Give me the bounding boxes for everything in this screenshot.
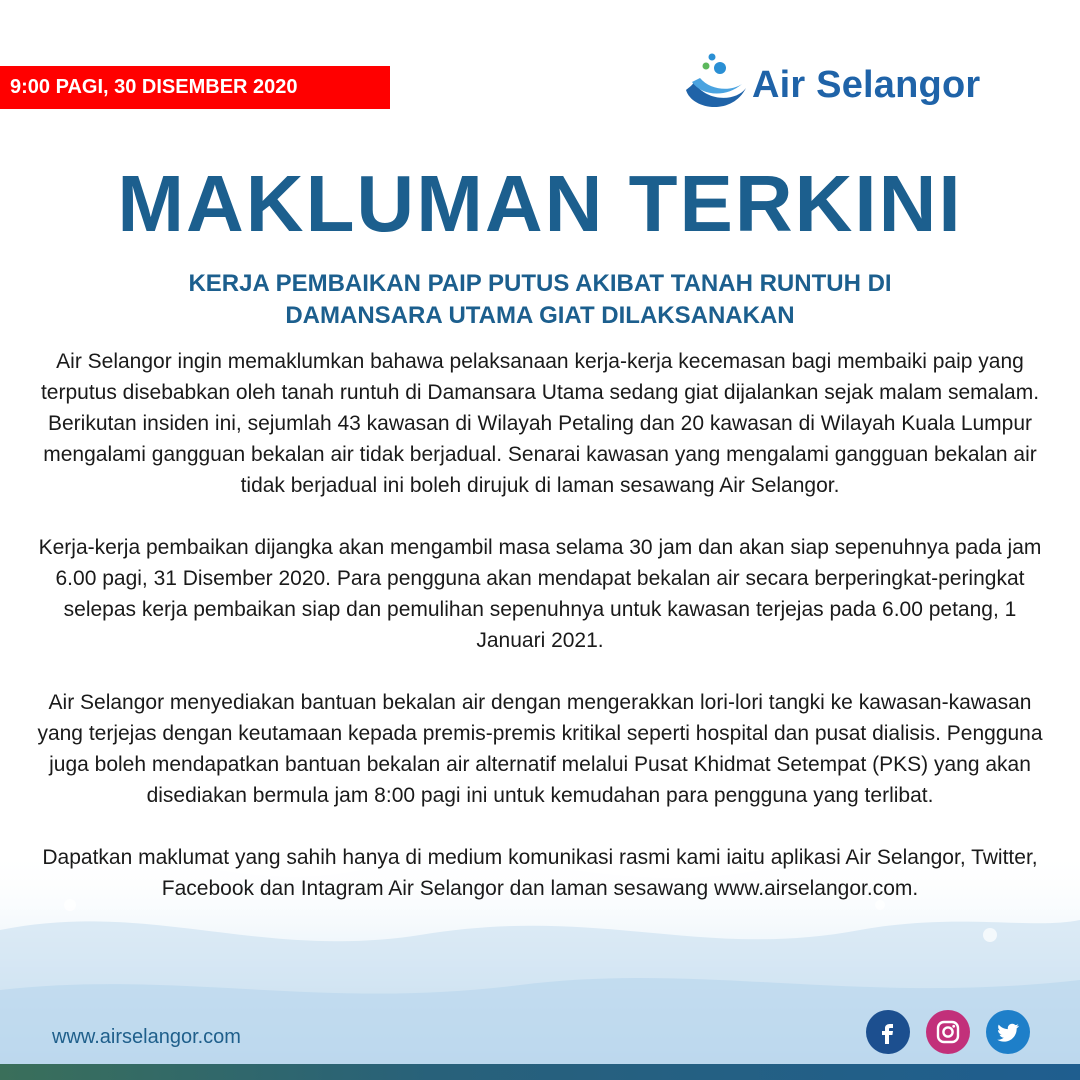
date-banner-text: 9:00 PAGI, 30 DISEMBER 2020 [10, 76, 298, 98]
instagram-icon [935, 1019, 961, 1045]
logo-text: Air Selangor [752, 64, 981, 106]
headline-line-1: KERJA PEMBAIKAN PAIP PUTUS AKIBAT TANAH RUNTUH DI [188, 270, 892, 297]
facebook-button[interactable] [866, 1010, 910, 1054]
website-link[interactable]: www.airselangor.com [52, 1026, 241, 1048]
water-drop-wave-icon [684, 52, 750, 118]
headline [60, 268, 1020, 332]
date-banner [0, 66, 390, 109]
twitter-icon [995, 1019, 1021, 1045]
twitter-button[interactable] [986, 1010, 1030, 1054]
announcement-body [30, 346, 1050, 904]
paragraph-3: Air Selangor menyediakan bantuan bekalan air dengan mengerakkan lori-lori tangki ke kawasan-kawasan yang terjejas dengan keutamaan kepada premis-premis kritikal seperti hospital dan pusat dialisis. Pengguna juga boleh mendapatkan bantuan bekalan air alternatif melalui Pusat Khidmat Setempat (PKS) yang akan disediakan bermula jam 8:00 pagi ini untuk kemudahan para pengguna yang terlibat. [37, 691, 1043, 807]
headline-line-2: DAMANSARA UTAMA GIAT DILAKSANAKAN [285, 302, 795, 329]
paragraph-4: Dapatkan maklumat yang sahih hanya di medium komunikasi rasmi kami iaitu aplikasi Air Selangor, Twitter, Facebook dan Intagram Air Selangor dan laman sesawang www.airselangor.com. [42, 846, 1038, 900]
air-selangor-logo [684, 52, 1004, 122]
bottom-stripe [0, 1064, 1080, 1080]
paragraph-2: Kerja-kerja pembaikan dijangka akan mengambil masa selama 30 jam dan akan siap sepenuhnya pada jam 6.00 pagi, 31 Disember 2020. Para pengguna akan mendapat bekalan air secara berperingkat-peringkat selepas kerja pembaikan siap dan pemulihan sepenuhnya untuk kawasan terjejas pada 6.00 petang, 1 Januari 2021. [38, 536, 1042, 652]
page-title: MAKLUMAN TERKINI [117, 159, 963, 248]
paragraph-1: Air Selangor ingin memaklumkan bahawa pelaksanaan kerja-kerja kecemasan bagi membaiki paip yang terputus disebabkan oleh tanah runtuh di Damansara Utama sedang giat dijalankan sejak malam semalam. Berikutan insiden ini, sejumlah 43 kawasan di Wilayah Petaling dan 20 kawasan di Wilayah Kuala Lumpur mengalami gangguan bekalan air tidak berjadual. Senarai kawasan yang mengalami gangguan bekalan air tidak berjadual ini boleh dirujuk di laman sesawang Air Selangor. [40, 350, 1040, 497]
facebook-icon [876, 1020, 900, 1044]
instagram-button[interactable] [926, 1010, 970, 1054]
